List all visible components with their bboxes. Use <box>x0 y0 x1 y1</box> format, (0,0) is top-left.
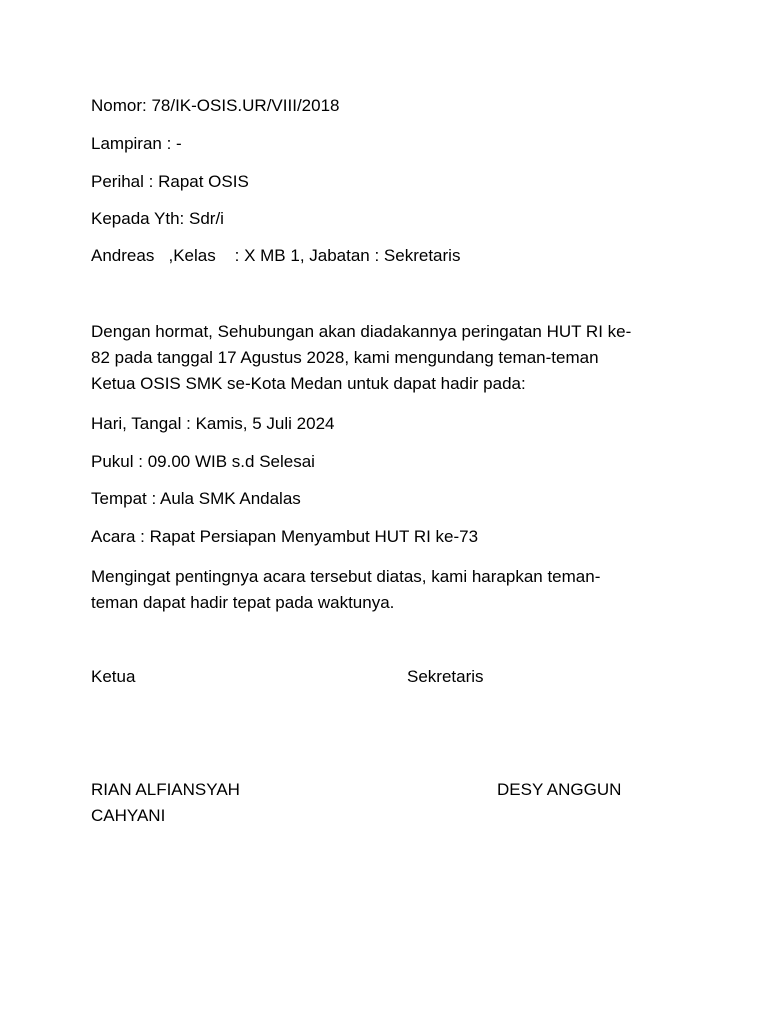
secretary-name-continued: CAHYANI <box>91 806 166 825</box>
addressee-line: Kepada Yth: Sdr/i <box>91 209 224 228</box>
letter-number: Nomor: 78/IK-OSIS.UR/VIII/2018 <box>91 96 340 115</box>
secretary-name: DESY ANGGUN <box>497 780 622 799</box>
subject-line: Perihal : Rapat OSIS <box>91 172 249 191</box>
recipient-line: Andreas ,Kelas : X MB 1, Jabatan : Sekretaris <box>91 246 461 265</box>
date-line: Hari, Tangal : Kamis, 5 Juli 2024 <box>91 414 335 433</box>
place-line: Tempat : Aula SMK Andalas <box>91 489 301 508</box>
attachment-line: Lampiran : - <box>91 134 182 153</box>
agenda-line: Acara : Rapat Persiapan Menyambut HUT RI ke-73 <box>91 527 479 546</box>
time-line: Pukul : 09.00 WIB s.d Selesai <box>91 452 315 471</box>
chairman-name: RIAN ALFIANSYAH <box>91 780 240 799</box>
secretary-title: Sekretaris <box>407 667 484 686</box>
closing-paragraph: Mengingat pentingnya acara tersebut diatas, kami harapkan teman- teman dapat hadir tepat pada waktunya. <box>91 567 601 612</box>
opening-paragraph: Dengan hormat, Sehubungan akan diadakannya peringatan HUT RI ke- 82 pada tanggal 17 Agustus 2028, kami mengundang teman-teman Ketua OSIS SMK se-Kota Medan untuk dapat hadir pada: <box>91 322 632 393</box>
chairman-title: Ketua <box>91 667 136 686</box>
